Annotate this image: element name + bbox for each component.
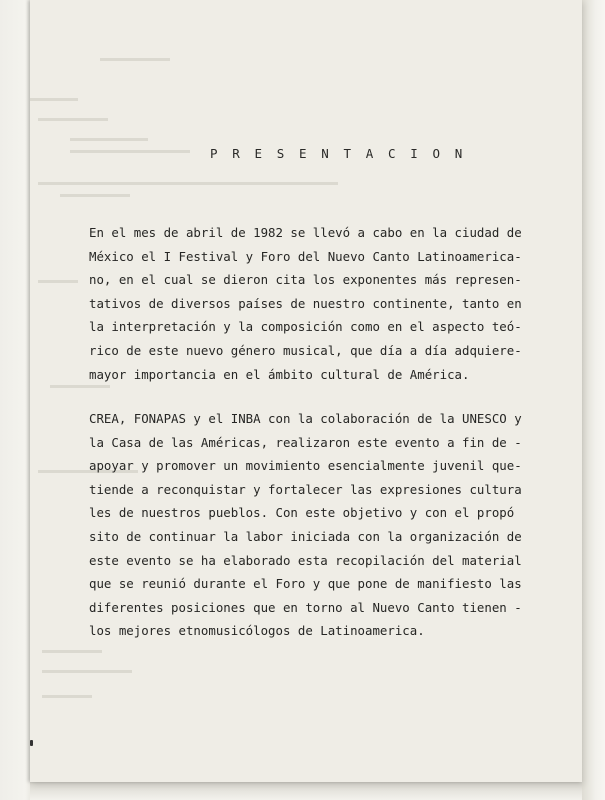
paragraph-line: apoyar y promover un movimiento esencialmente juvenil que-	[89, 458, 522, 474]
paragraph-line: los mejores etnomusicólogos de Latinoamerica.	[89, 623, 425, 639]
paragraph-line: les de nuestros pueblos. Con este objetivo y con el propó	[89, 505, 515, 521]
page-stack-right-edge	[582, 0, 605, 800]
paragraph-line: diferentes posiciones que en torno al Nuevo Canto tienen -	[89, 599, 522, 615]
paragraph-line: tativos de diversos países de nuestro continente, tanto en	[89, 295, 522, 311]
paragraph-line: CREA, FONAPAS y el INBA con la colaboración de la UNESCO y	[89, 411, 522, 426]
binding-mark	[30, 740, 33, 746]
paragraph-line: sito de continuar la labor iniciada con la organización de	[89, 528, 522, 544]
paragraph-line: la Casa de las Américas, realizaron este evento a fin de -	[89, 434, 522, 450]
typewritten-page	[30, 0, 582, 782]
show-through-text	[30, 0, 582, 782]
paragraph-line: la interpretación y la composición como en el aspecto teó-	[89, 319, 522, 335]
paragraph-line: En el mes de abril de 1982 se llevó a cabo en la ciudad de	[89, 225, 522, 240]
paragraph-line: rico de este nuevo género musical, que día a día adquiere-	[89, 342, 522, 358]
paragraph-line: que se reunió durante el Foro y que pone de manifiesto las	[89, 576, 522, 592]
paragraph-line: México el I Festival y Foro del Nuevo Canto Latinoamerica-	[89, 248, 522, 264]
page-title: P R E S E N T A C I O N	[210, 146, 466, 161]
paragraph-line: no, en el cual se dieron cita los exponentes más represen-	[89, 272, 522, 288]
paragraph-2	[89, 407, 529, 643]
page-bottom-edge	[30, 782, 582, 800]
paragraph-line: este evento se ha elaborado esta recopilación del material	[89, 552, 522, 568]
paragraph-line: mayor importancia en el ámbito cultural de América.	[89, 366, 470, 382]
paragraph-line: tiende a reconquistar y fortalecer las expresiones cultura	[89, 481, 522, 497]
paragraph-1	[89, 221, 529, 386]
